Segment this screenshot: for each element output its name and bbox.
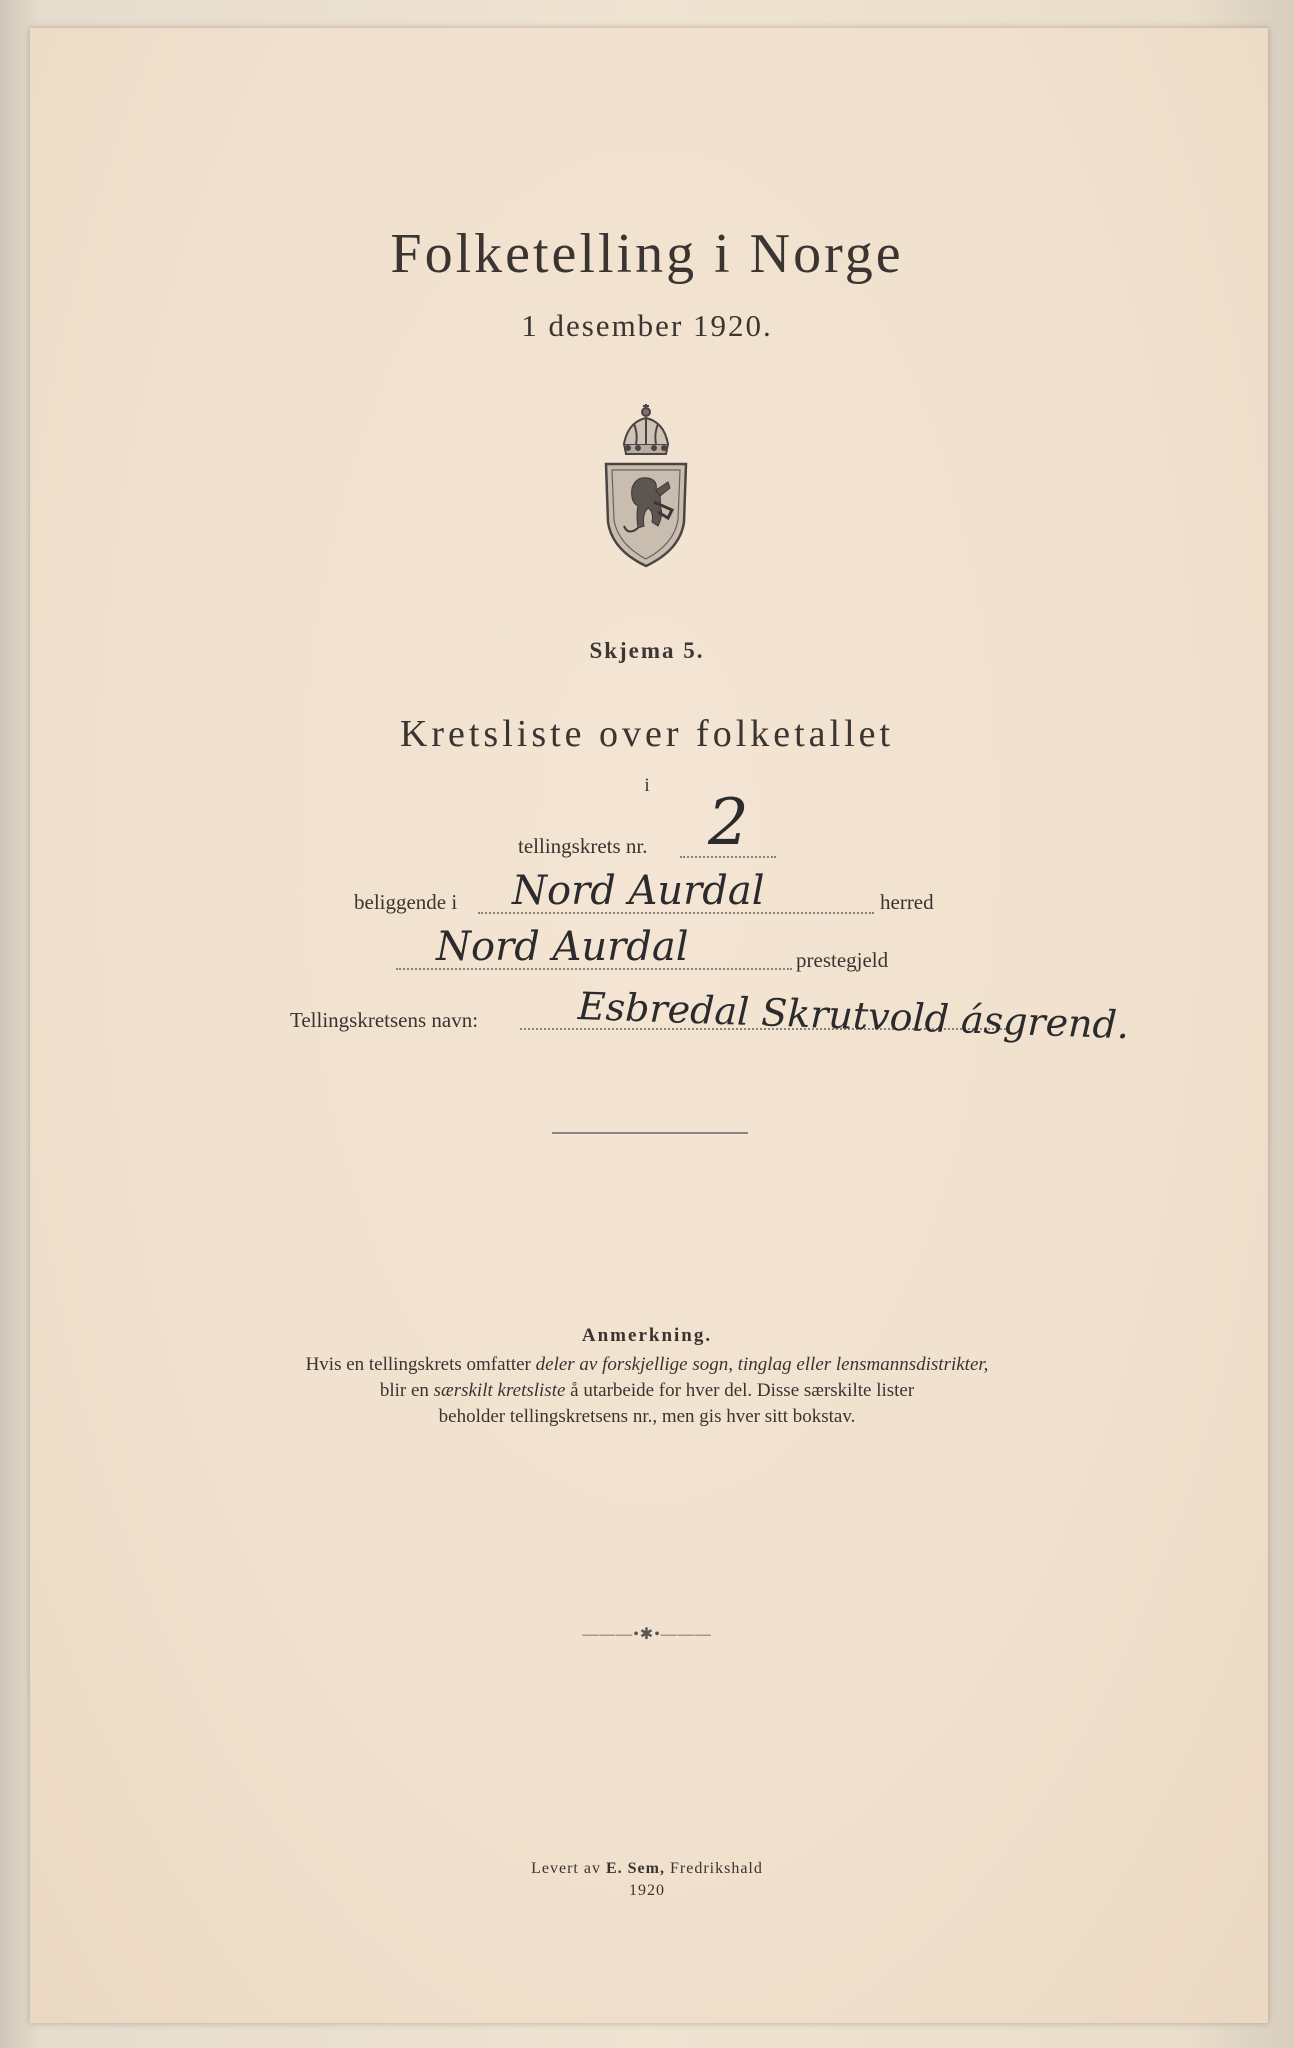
note-line-2-italic: særskilt kretsliste bbox=[433, 1380, 566, 1401]
herred-label: herred bbox=[880, 890, 934, 914]
note-line-1 bbox=[0, 1352, 1294, 1378]
document-date: 1 desember 1920. bbox=[521, 308, 773, 343]
note-line-1-italic: deler av forskjellige sogn, tinglag eller lensmannsdistrikter, bbox=[535, 1354, 989, 1375]
beliggende-label: beliggende i bbox=[354, 890, 458, 914]
connector-i: i bbox=[644, 775, 650, 796]
norway-coat-of-arms-icon bbox=[598, 402, 694, 570]
note-heading: Anmerkning. bbox=[581, 1325, 713, 1346]
note-line-1-text: Hvis en tellingskrets omfatter bbox=[305, 1354, 536, 1375]
printer-prefix: Levert av bbox=[531, 1860, 606, 1877]
navn-label: Tellingskretsens navn: bbox=[290, 1008, 479, 1032]
tellingskrets-value: 2 bbox=[708, 786, 749, 860]
navn-value: Esbredal Skrutvold ásgrend. bbox=[577, 984, 1130, 1048]
document-title: Folketelling i Norge bbox=[390, 223, 904, 285]
note-line-2-text-a: blir en bbox=[379, 1380, 434, 1401]
prestegjeld-label: prestegjeld bbox=[796, 948, 889, 972]
ornament-divider: ———•✱•——— bbox=[582, 1626, 712, 1643]
schema-number: Skjema 5. bbox=[589, 638, 705, 663]
printer-year: 1920 bbox=[629, 1882, 665, 1899]
note-line-2-text-c: å utarbeide for hver del. Disse særskilte lister bbox=[565, 1380, 915, 1401]
form-heading: Kretsliste over folketallet bbox=[399, 713, 895, 755]
printer-place: Fredrikshald bbox=[664, 1860, 763, 1877]
note-line-3: beholder tellingskretsens nr., men gis hver sitt bokstav. bbox=[438, 1406, 856, 1427]
herred-value: Nord Aurdal bbox=[512, 868, 765, 914]
separator-rule bbox=[552, 1132, 748, 1134]
note-line-2 bbox=[0, 1378, 1294, 1404]
printer-line bbox=[0, 1858, 1294, 1880]
tellingskrets-label: tellingskrets nr. bbox=[518, 834, 648, 858]
prestegjeld-value: Nord Aurdal bbox=[436, 924, 689, 970]
printer-name: E. Sem, bbox=[605, 1860, 665, 1877]
printer-footer bbox=[0, 1858, 1294, 1902]
